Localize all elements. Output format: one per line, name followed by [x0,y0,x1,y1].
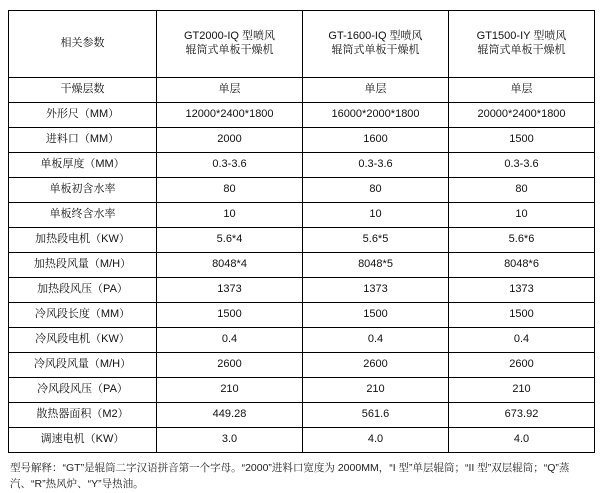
row-value: 2000 [157,128,303,153]
table-row [9,278,595,303]
header-model-2-line2: 辊筒式单板干燥机 [331,44,420,56]
row-value: 0.3-3.6 [303,153,449,178]
row-value: 1373 [303,278,449,303]
row-value: 10 [449,203,595,228]
table-row [9,428,595,453]
table-row [9,228,595,253]
header-model-3-line2: 辊筒式单板干燥机 [477,44,566,56]
row-value: 1600 [303,128,449,153]
specification-table [8,10,595,453]
table-row [9,303,595,328]
table-row [9,253,595,278]
header-model-1-line1: GT2000-IQ 型喷风 [183,30,276,43]
row-value: 10 [303,203,449,228]
row-value: 1500 [449,303,595,328]
table-row [9,403,595,428]
row-label: 冷风段风压（PA） [9,378,157,403]
table-header-row [9,11,595,78]
row-value: 1500 [449,128,595,153]
row-value: 1500 [157,303,303,328]
row-value: 8048*6 [449,253,595,278]
row-value: 16000*2000*1800 [303,103,449,128]
footnote: 型号解释：“GT”是辊筒二字汉语拼音第一个字母。“2000”进料口宽度为 2000MM，“I 型”单层辊筒；“II 型”双层辊筒；“Q”蒸汽、“R”热风炉、“Y”导热油。 [10,462,570,490]
row-label: 单板终含水率 [9,203,157,228]
row-value: 5.6*4 [157,228,303,253]
header-model-2-line1: GT-1600-IQ 型喷风 [328,30,423,43]
row-value: 4.0 [449,428,595,453]
row-value: 0.3-3.6 [157,153,303,178]
row-value: 0.4 [303,328,449,353]
header-model-1 [157,11,303,78]
row-value: 单层 [303,78,449,103]
row-value: 80 [449,178,595,203]
row-value: 1500 [303,303,449,328]
row-value: 210 [449,378,595,403]
table-row [9,128,595,153]
row-value: 12000*2400*1800 [157,103,303,128]
row-label: 进料口（MM） [9,128,157,153]
header-model-1-line2: 辊筒式单板干燥机 [185,44,274,56]
table-row [9,353,595,378]
row-label: 冷风段长度（MM） [9,303,157,328]
row-value: 561.6 [303,403,449,428]
row-label: 冷风段电机（KW） [9,328,157,353]
row-value: 8048*4 [157,253,303,278]
row-value: 449.28 [157,403,303,428]
row-label: 加热段电机（KW） [9,228,157,253]
row-label: 单板厚度（MM） [9,153,157,178]
row-value: 80 [157,178,303,203]
row-label: 加热段风量（M/H） [9,253,157,278]
row-value: 80 [303,178,449,203]
table-row [9,178,595,203]
table-row [9,328,595,353]
header-model-2 [303,11,449,78]
header-model-3-line1: GT1500-IY 型喷风 [476,30,567,43]
table-row [9,153,595,178]
row-value: 单层 [157,78,303,103]
row-value: 2600 [303,353,449,378]
row-value: 3.0 [157,428,303,453]
row-value: 0.3-3.6 [449,153,595,178]
table-row [9,103,595,128]
row-value: 10 [157,203,303,228]
row-value: 5.6*6 [449,228,595,253]
row-label: 干燥层数 [9,78,157,103]
row-value: 1373 [449,278,595,303]
header-parameters: 相关参数 [9,11,157,78]
row-label: 外形尺（MM） [9,103,157,128]
row-label: 单板初含水率 [9,178,157,203]
row-value: 4.0 [303,428,449,453]
row-value: 8048*5 [303,253,449,278]
table-header [9,11,595,78]
table-row [9,378,595,403]
table-body [9,78,595,453]
row-value: 210 [157,378,303,403]
row-value: 1373 [157,278,303,303]
table-row [9,203,595,228]
row-value: 5.6*5 [303,228,449,253]
row-value: 2600 [157,353,303,378]
table-row [9,78,595,103]
row-value: 0.4 [157,328,303,353]
row-label: 调速电机（KW） [9,428,157,453]
row-label: 冷风段风量（M/H） [9,353,157,378]
row-value: 单层 [449,78,595,103]
row-value: 2600 [449,353,595,378]
row-value: 210 [303,378,449,403]
row-value: 0.4 [449,328,595,353]
row-label: 加热段风压（PA） [9,278,157,303]
row-value: 673.92 [449,403,595,428]
row-value: 20000*2400*1800 [449,103,595,128]
row-label: 散热器面积（M2） [9,403,157,428]
header-model-3 [449,11,595,78]
